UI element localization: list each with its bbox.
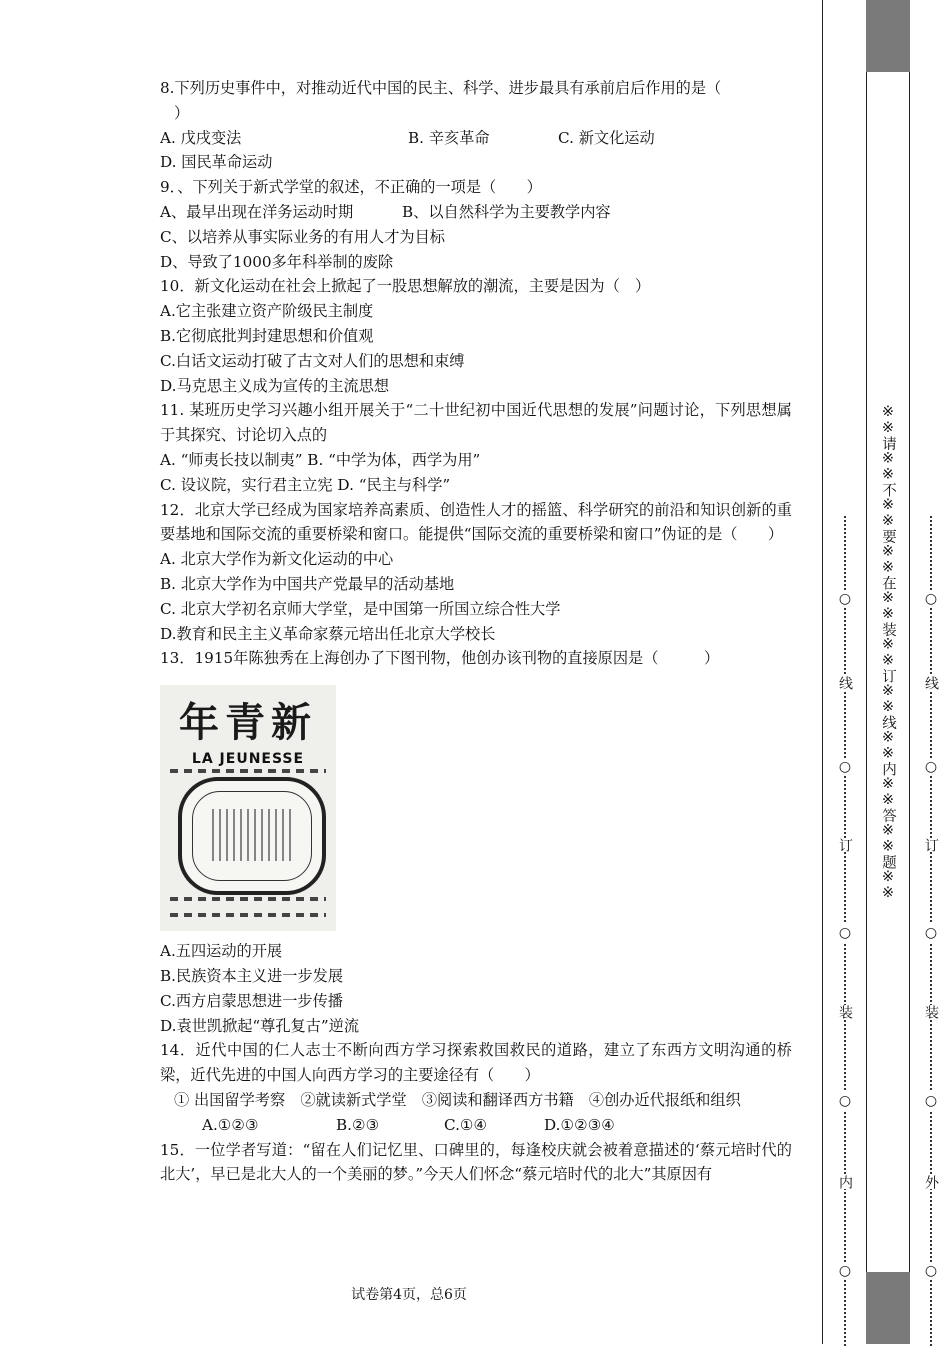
binding-outer-mark-2: ○: [922, 758, 940, 776]
q15-stem: 15．一位学者写道：“留在人们记忆里、口碑里的，每逢校庆就会被着意描述的‘蔡元培时代的北大’，早已是北大人的一个美丽的梦。”今天人们怀念“蔡元培时代的北大”其原因有: [160, 1140, 792, 1184]
binding-shade-bottom: [866, 1272, 910, 1344]
cover-contents-text: [212, 809, 292, 861]
binding-notice: ※※请※※不※※要※※在※※装※※订※※线※※内※※答※※题※※: [880, 404, 896, 901]
cover-issue-line: [170, 897, 326, 901]
q14-option-a: A.①②③: [202, 1115, 259, 1134]
q12-stem: 12．北京大学已经成为国家培养高素质、创造性人才的摇篮、科学研究的前沿和知识创新的重要基地和国际交流的重要桥梁和窗口。能提供“国际交流的重要桥梁和窗口”伪证的是（ ）: [160, 500, 792, 544]
q9-option-d: D、导致了1000多年科举制的废除: [160, 252, 394, 271]
q11-options-cd: C. 设议院，实行君主立宪 D. “民主与科学”: [160, 475, 451, 494]
binding-border-left: [822, 0, 823, 1344]
q8-options-row: [160, 126, 792, 151]
binding-inner-mark-8: ○: [836, 1262, 854, 1280]
q13-option-a: A.五四运动的开展: [160, 942, 283, 961]
q8-stem-cont: ）: [174, 103, 190, 122]
binding-inner-mark-7: 内: [837, 1175, 853, 1189]
q14-options-row: [160, 1113, 792, 1138]
q10-option-c: C.白话文运动打破了古文对人们的思想和束缚: [160, 351, 465, 370]
q8-option-b: B. 辛亥革命: [408, 128, 490, 147]
q9-option-b: B、以自然科学为主要教学内容: [402, 202, 611, 221]
binding-outer-mark-3: 订: [923, 838, 939, 852]
binding-inner-mark-2: ○: [836, 758, 854, 776]
binding-inner-mark-4: ○: [836, 924, 854, 942]
binding-inner-mark-1: 线: [837, 676, 853, 690]
magazine-title-cn: 年青新: [179, 699, 317, 747]
binding-outer-mark-7: 外: [923, 1175, 939, 1189]
q10-stem: 10．新文化运动在社会上掀起了一股思想解放的潮流，主要是因为（ ）: [160, 277, 651, 296]
q8-option-c: C. 新文化运动: [558, 128, 655, 147]
q10-option-d: D.马克思主义成为宣传的主流思想: [160, 376, 390, 395]
q9-option-c: C、以培养从事实际业务的有用人才为目标: [160, 227, 445, 246]
q11-options-ab: A. “师夷长技以制夷” B. “中学为体，西学为用”: [160, 450, 481, 469]
binding-shade-top: [866, 0, 910, 72]
binding-inner-mark-5: 装: [837, 1005, 853, 1019]
magazine-title-en: LA JEUNESSE: [191, 751, 305, 768]
binding-outer-mark-4: ○: [922, 924, 940, 942]
binding-border-mid: [866, 0, 867, 1344]
binding-inner-mark-0: ○: [836, 590, 854, 608]
q14-option-d: D.①②③④: [544, 1115, 615, 1134]
q13-option-c: C.西方启蒙思想进一步传播: [160, 991, 343, 1010]
binding-outer-mark-5: 装: [923, 1005, 939, 1019]
q10-option-b: B.它彻底批判封建思想和价值观: [160, 326, 374, 345]
page-footer: 试卷第4页，总6页: [351, 1287, 467, 1303]
q9-stem: 9．、下列关于新式学堂的叙述，不正确的一项是（ ）: [160, 178, 542, 197]
q9-options-row: [160, 200, 792, 225]
binding-outer-mark-0: ○: [922, 590, 940, 608]
q14-stem: 14．近代中国的仁人志士不断向西方学习探索救国救民的道路，建立了东西方文明沟通的桥梁，近代先进的中国人向西方学习的主要途径有（ ）: [160, 1041, 792, 1085]
q14-option-c: C.①④: [444, 1115, 488, 1134]
binding-inner-mark-6: ○: [836, 1092, 854, 1110]
la-jeunesse-cover-image: [160, 685, 336, 931]
binding-outer-mark-1: 线: [923, 676, 939, 690]
q14-option-b: B.②③: [336, 1115, 380, 1134]
q12-option-d: D.教育和民主主义革命家蔡元培出任北京大学校长: [160, 624, 496, 643]
q13-stem: 13．1915年陈独秀在上海创办了下图刊物，他创办该刊物的直接原因是（ ）: [160, 649, 720, 668]
q9-option-a: A、最早出现在洋务运动时期: [160, 202, 354, 221]
q12-option-a: A. 北京大学作为新文化运动的中心: [160, 550, 394, 569]
cover-publisher-line: [170, 913, 326, 917]
binding-inner-mark-3: 订: [837, 838, 853, 852]
q8-option-d: D. 国民革命运动: [160, 153, 273, 172]
q12-option-c: C. 北京大学初名京师大学堂，是中国第一所国立综合性大学: [160, 599, 561, 618]
q10-option-a: A.它主张建立资产阶级民主制度: [160, 302, 374, 321]
q11-stem: 11. 某班历史学习兴趣小组开展关于“二十世纪初中国近代思想的发展”问题讨论，下列思想属于其探究、讨论切入点的: [160, 401, 792, 445]
q12-option-b: B. 北京大学作为中国共产党最早的活动基地: [160, 574, 455, 593]
binding-border-right: [909, 0, 910, 1344]
binding-outer-mark-6: ○: [922, 1092, 940, 1110]
q13-option-b: B.民族资本主义进一步发展: [160, 966, 344, 985]
binding-outer-mark-8: ○: [922, 1262, 940, 1280]
q14-items: ① 出国留学考察 ②就读新式学堂 ③阅读和翻译西方书籍 ④创办近代报纸和组织: [174, 1090, 741, 1109]
q8-stem: 8.下列历史事件中，对推动近代中国的民主、科学、进步最具有承前启后作用的是（: [160, 79, 722, 97]
cover-subtitle-line: [170, 769, 326, 773]
q8-option-a: A. 戊戌变法: [160, 128, 242, 147]
question-area: [160, 76, 792, 1187]
cover-contents-frame: [178, 777, 326, 895]
q13-option-d: D.袁世凯掀起“尊孔复古”逆流: [160, 1016, 360, 1035]
